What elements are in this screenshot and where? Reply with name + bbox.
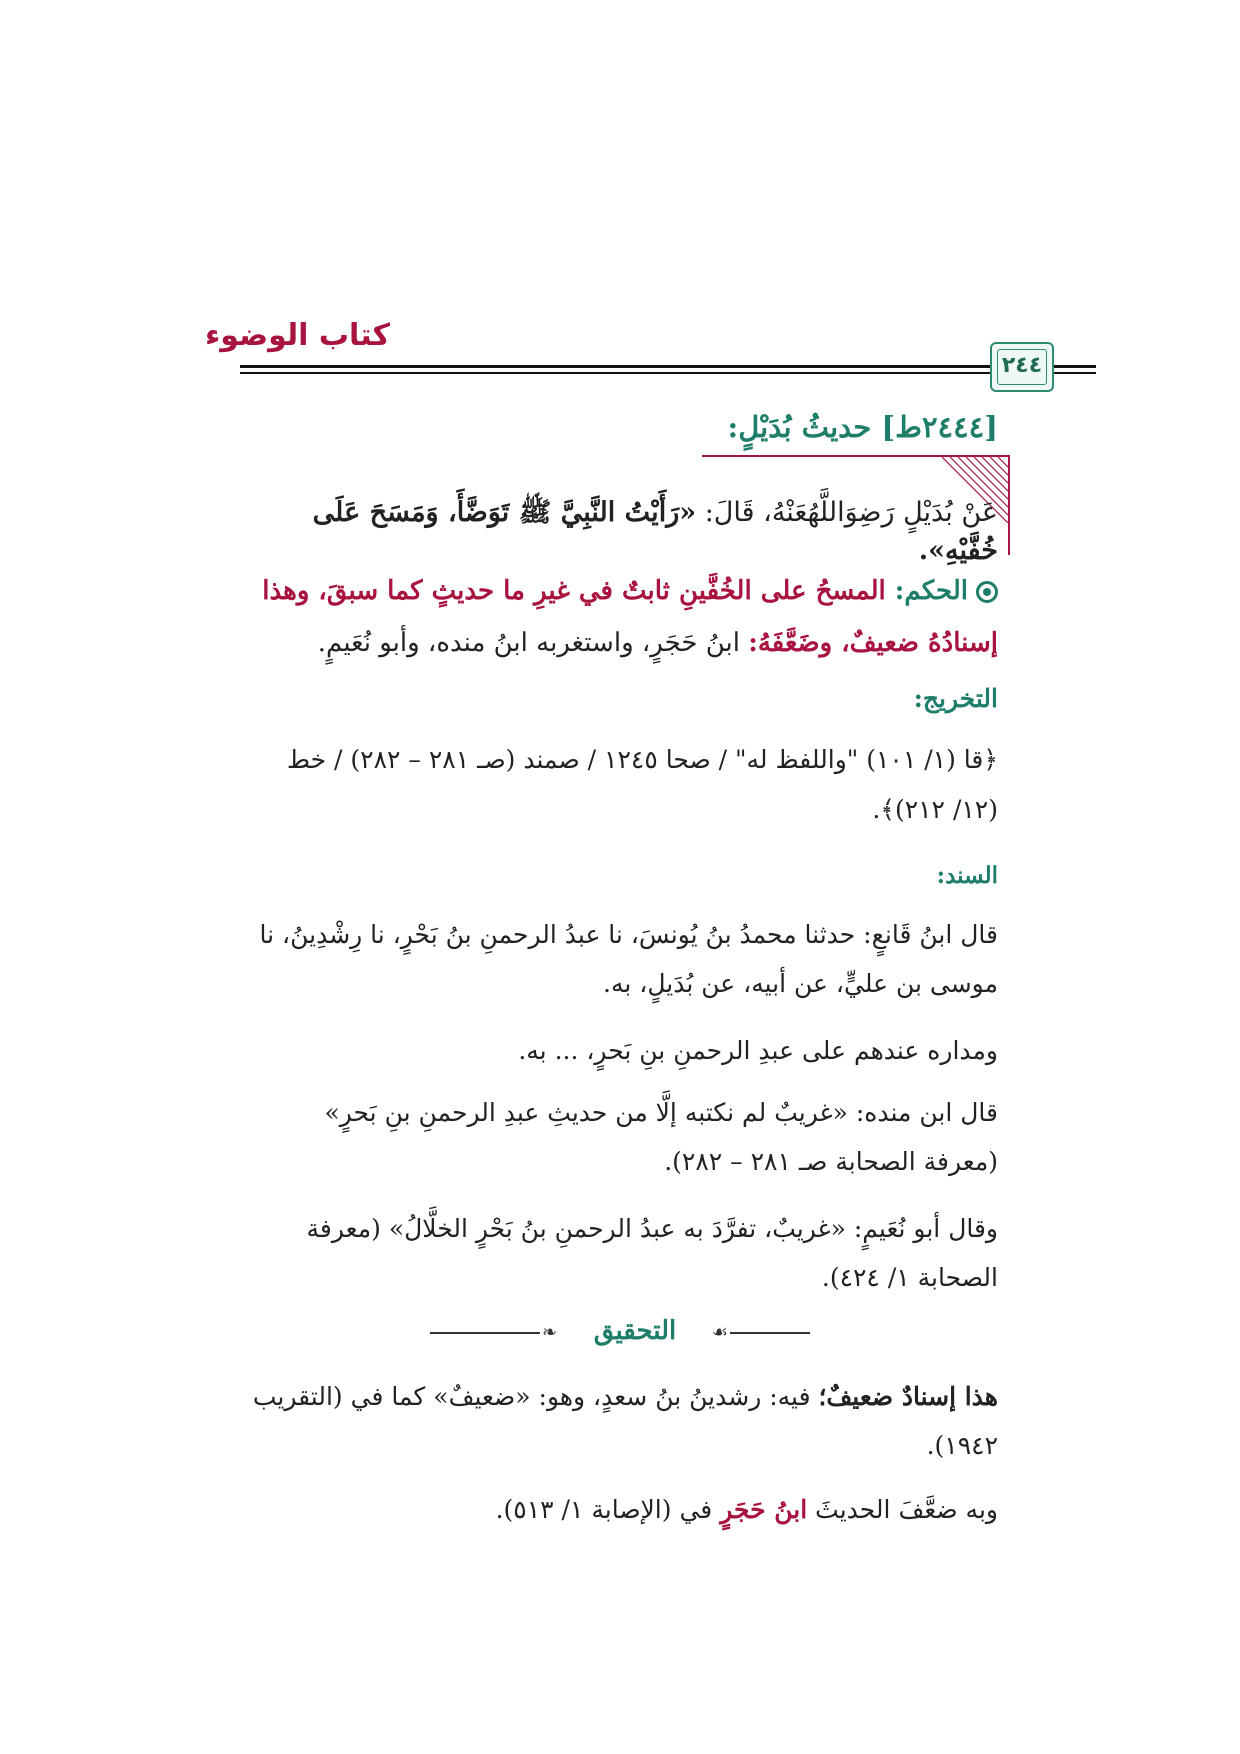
weakened-label: وضَعَّفَهُ: xyxy=(748,628,842,658)
ornament-icon: ☙ xyxy=(711,1322,728,1343)
ruling-verdict: المسحُ على الخُفَّينِ ثابتٌ في غيرِ ما حديثٍ كما سبقَ، وهذا إسنادُهُ ضعيفٌ، xyxy=(262,576,998,658)
ruling-label: الحكم: xyxy=(894,576,968,606)
ornament-icon: ❧ xyxy=(542,1322,558,1343)
tahqiq-heading: التحقيق xyxy=(593,1316,677,1346)
weakened-by-text: ابنُ حَجَرٍ، واستغربه ابنُ منده، وأبو نُعَيمٍ. xyxy=(317,628,749,658)
takhrij-heading: التخريج: xyxy=(913,684,998,713)
rosette-icon xyxy=(976,581,998,603)
takhrij-body: ﴿قا (١/ ١٠١) "واللفظ له" / صحا ١٢٤٥ / صمند (صـ ٢٨١ – ٢٨٢) / خط (١٢/ ٢١٢)﴾. xyxy=(286,745,998,824)
frame-line xyxy=(1008,515,1010,555)
header-rule xyxy=(1050,372,1096,374)
sanad-heading: السند: xyxy=(936,862,998,889)
divider-line xyxy=(730,1332,810,1334)
hadith-intro: عَنْ بُدَيْلٍ رَضِوَاللَّهُعَنْهُ، قَالَ: xyxy=(696,497,998,528)
header-rule xyxy=(1050,365,1096,368)
tahqiq-divider xyxy=(430,1318,810,1348)
ruling-paragraph xyxy=(243,565,998,669)
hadith-quote: «رَأَيْتُ النَّبِيَّ ﷺ تَوَضَّأَ، وَمَسَحَ عَلَى خُفَّيْهِ». xyxy=(312,497,998,566)
tahqiq-text: وبه ضعَّفَ الحديثَ xyxy=(807,1495,998,1524)
sanad-paragraph: ومداره عندهم على عبدِ الرحمنِ بنِ بَحرٍ، ... به. xyxy=(518,1036,998,1065)
hadith-text xyxy=(243,495,998,566)
scholar-name: ابنُ حَجَرٍ xyxy=(720,1495,808,1524)
header-rule xyxy=(240,365,1026,368)
sanad-paragraph: وقال أبو نُعَيمٍ: «غريبٌ، تفرَّدَ به عبدُ الرحمنِ بنُ بَحْرٍ الخلَّالُ» (معرفة الصحابة ١/ ٤٢٤). xyxy=(306,1214,998,1292)
page-number: ٢٤٤ xyxy=(1001,353,1043,378)
divider-line xyxy=(430,1332,540,1334)
tahqiq-paragraph xyxy=(243,1485,998,1534)
tahqiq-paragraph xyxy=(243,1372,998,1470)
tahqiq-text: في (الإصابة ١/ ٥١٣). xyxy=(495,1495,721,1524)
section-heading: [٢٤٤٤ط] حديثُ بُدَيْلٍ: xyxy=(727,410,998,444)
header-rule xyxy=(240,372,1026,374)
sanad-paragraph: قال ابن منده: «غريبٌ لم نكتبه إلَّا من حديثِ عبدِ الرحمنِ بنِ بَحرٍ» (معرفة الصحابة صـ ٢٨١ – ٢٨٢). xyxy=(324,1098,998,1176)
tahqiq-verdict: هذا إسنادٌ ضعيفٌ؛ xyxy=(818,1382,998,1411)
frame-line xyxy=(702,455,942,457)
sanad-paragraph: قال ابنُ قَانعٍ: حدثنا محمدُ بنُ يُونسَ، نا عبدُ الرحمنِ بنُ بَحْرٍ، نا رِشْدِينُ، نا موسى بن عليٍّ، عن أبيه، عن بُدَيلٍ، به. xyxy=(259,920,998,998)
page-number-badge xyxy=(990,342,1054,392)
book-title: كتاب الوضوء xyxy=(204,318,390,353)
tahqiq-text: فيه: رشدينُ بنُ سعدٍ، وهو: «ضعيفٌ» كما في (التقريب ١٩٤٢). xyxy=(252,1382,998,1460)
